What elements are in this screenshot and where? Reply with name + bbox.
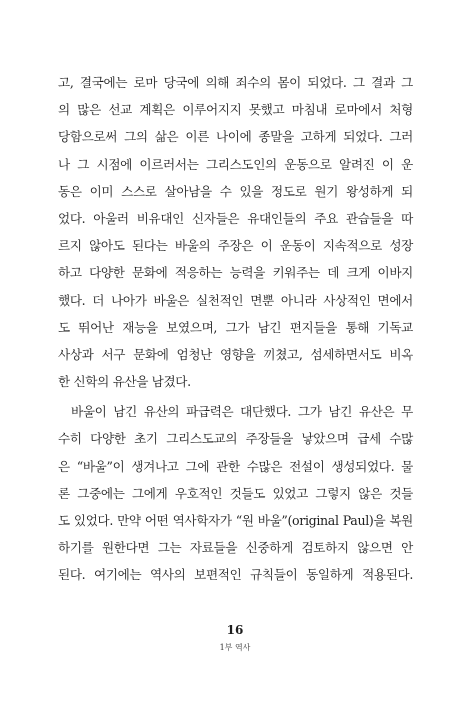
text-line: 사상과 서구 문화에 엄청난 영향을 끼쳤고, 섬세하면서도 비옥 xyxy=(58,346,413,362)
text-line: 고, 결국에는 로마 당국에 의해 죄수의 몸이 되었다. 그 결과 그 xyxy=(58,75,413,90)
page-number: 16 xyxy=(226,623,244,637)
text-line: 하고 다양한 문화에 적응하는 능력을 키워주는 데 크게 이바지 xyxy=(58,265,413,281)
paragraph-1 xyxy=(58,69,413,395)
text-line: 도 뛰어난 재능을 보였으며, 그가 남긴 편지들을 통해 기독교 xyxy=(58,319,413,335)
paragraph-2 xyxy=(58,398,413,588)
text-line: 당함으로써 그의 삶은 이른 나이에 종말을 고하게 되었다. 그러 xyxy=(58,129,413,145)
text-line: 었다. 아울러 비유대인 신자들은 유대인들의 주요 관습들을 따 xyxy=(58,210,413,226)
text-line: 한 신학의 유산을 남겼다. xyxy=(58,374,191,390)
text-line: 된다. 여기에는 역사의 보편적인 규칙들이 동일하게 적용된다. xyxy=(58,567,413,583)
text-line: 은 “바울”이 생겨나고 그에 관한 수많은 전설이 생성되었다. 물 xyxy=(58,458,413,474)
text-line: 론 그중에는 그에게 우호적인 것들도 있었고 그렇지 않은 것들 xyxy=(58,485,413,501)
body-text xyxy=(58,69,413,589)
text-line: 도 있었다. 만약 어떤 역사학자가 “원 바울”(original Paul)을 복원 xyxy=(58,513,413,528)
text-line: 동은 이미 스스로 살아남을 수 있을 정도로 원기 왕성하게 되 xyxy=(58,183,413,199)
text-line: 수히 다양한 초기 그리스도교의 주장들을 낳았으며 급세 수많 xyxy=(58,431,413,447)
text-line: 하기를 원한다면 그는 자료들을 신중하게 검토하지 않으면 안 xyxy=(58,540,413,556)
text-line: 르지 않아도 된다는 바울의 주장은 이 운동이 지속적으로 성장 xyxy=(58,238,413,254)
text-line: 나 그 시점에 이르러서는 그리스도인의 운동으로 알려진 이 운 xyxy=(58,156,413,172)
text-line: 바울이 남긴 유산의 파급력은 대단했다. 그가 남긴 유산은 무 xyxy=(71,404,413,420)
text-line: 했다. 더 나아가 바울은 실천적인 면뿐 아니라 사상적인 면에서 xyxy=(58,292,413,308)
text-line: 의 많은 선교 계획은 이루어지지 못했고 마침내 로마에서 처형 xyxy=(58,102,413,118)
running-footer: 1부 역사 xyxy=(219,643,251,652)
